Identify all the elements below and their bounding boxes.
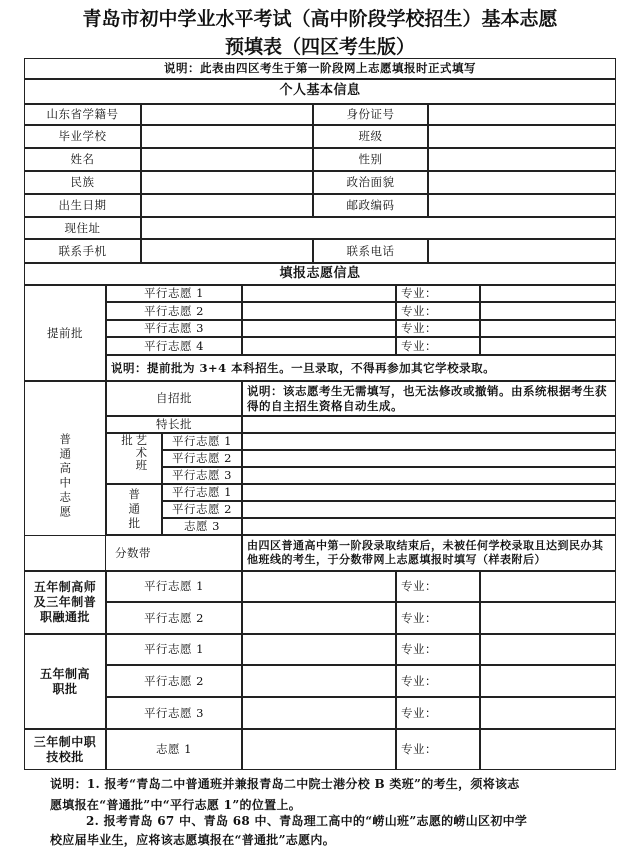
early-wish-4-major-label: 专业： xyxy=(396,337,480,355)
name-field[interactable] xyxy=(141,148,313,171)
arts-batch-label: 艺术班批 xyxy=(106,433,162,484)
early-wish-3-major-label: 专业： xyxy=(396,320,480,337)
early-wish-3-label: 平行志愿 3 xyxy=(106,320,242,337)
footer-note-2b: 校应届毕业生，应将该志愿填报在“普通批”志愿内。 xyxy=(50,833,336,847)
three-year-tech-batch-label: 三年制中职技校批 xyxy=(24,729,106,770)
teacher-wish-1-major-field[interactable] xyxy=(480,571,616,602)
tech-wish-1-field[interactable] xyxy=(242,729,396,770)
footer-note-1a: 说明：1. 报考“青岛二中普通班并兼报青岛二中院士港分校 B 类班”的考生，须将该志 xyxy=(50,777,520,791)
section-wish-info: 填报志愿信息 xyxy=(24,263,616,285)
phone-label: 联系电话 xyxy=(313,239,428,263)
early-wish-4-label: 平行志愿 4 xyxy=(106,337,242,355)
class-label: 班级 xyxy=(313,125,428,148)
footer-note-2a: 2. 报考青岛 67 中、青岛 68 中、青岛理工高中的“崂山班”志愿的崂山区初中学 xyxy=(86,814,528,828)
normal-batch-label: 普通批 xyxy=(106,484,162,535)
address-label: 现住址 xyxy=(24,217,141,239)
gender-field[interactable] xyxy=(428,148,616,171)
early-wish-3-field[interactable] xyxy=(242,320,396,337)
early-wish-1-label: 平行志愿 1 xyxy=(106,285,242,302)
tech-wish-1-label: 志愿 1 xyxy=(106,729,242,770)
tech-wish-1-major-label: 专业： xyxy=(396,729,480,770)
vocational-wish-1-major-label: 专业： xyxy=(396,634,480,665)
ethnicity-field[interactable] xyxy=(141,171,313,194)
early-wish-2-major-label: 专业： xyxy=(396,302,480,320)
tech-wish-1-major-field[interactable] xyxy=(480,729,616,770)
vocational-wish-3-major-label: 专业： xyxy=(396,697,480,729)
teacher-wish-1-major-label: 专业： xyxy=(396,571,480,602)
early-wish-1-major-label: 专业： xyxy=(396,285,480,302)
teacher-wish-2-field[interactable] xyxy=(242,602,396,634)
arts-wish-3-label: 平行志愿 3 xyxy=(162,467,242,484)
postcode-field[interactable] xyxy=(428,194,616,217)
early-wish-2-major-field[interactable] xyxy=(480,302,616,320)
application-form xyxy=(24,58,616,770)
birth-date-label: 出生日期 xyxy=(24,194,141,217)
address-field[interactable] xyxy=(141,217,616,239)
form-title-line1: 青岛市初中学业水平考试（高中阶段学校招生）基本志愿 xyxy=(82,8,558,30)
arts-wish-2-label: 平行志愿 2 xyxy=(162,450,242,467)
early-wish-2-field[interactable] xyxy=(242,302,396,320)
class-field[interactable] xyxy=(428,125,616,148)
score-band-note: 由四区普通高中第一阶段录取结束后，未被任何学校录取且达到民办其他班线的考生，于分数带网上志愿填报时填写（样表附后） xyxy=(242,535,616,571)
normal-wish-1-field[interactable] xyxy=(242,484,616,501)
normal-wish-3-field[interactable] xyxy=(242,518,616,535)
id-number-label: 身份证号 xyxy=(313,104,428,125)
postcode-label: 邮政编码 xyxy=(313,194,428,217)
vocational-wish-2-major-label: 专业： xyxy=(396,665,480,697)
early-wish-4-field[interactable] xyxy=(242,337,396,355)
student-id-field[interactable] xyxy=(141,104,313,125)
teacher-wish-1-field[interactable] xyxy=(242,571,396,602)
mobile-label: 联系手机 xyxy=(24,239,141,263)
normal-wish-1-label: 平行志愿 1 xyxy=(162,484,242,501)
self-recruit-note: 说明：该志愿考生无需填写，也无法修改或撤销。由系统根据考生获得的自主招生资格自动生成。 xyxy=(242,381,616,416)
early-wish-3-major-field[interactable] xyxy=(480,320,616,337)
arts-wish-1-label: 平行志愿 1 xyxy=(162,433,242,450)
politics-field[interactable] xyxy=(428,171,616,194)
five-year-vocational-batch-label: 五年制高职批 xyxy=(24,634,106,729)
early-wish-4-major-field[interactable] xyxy=(480,337,616,355)
vocational-wish-1-label: 平行志愿 1 xyxy=(106,634,242,665)
vocational-wish-3-major-field[interactable] xyxy=(480,697,616,729)
arts-wish-1-field[interactable] xyxy=(242,433,616,450)
ethnicity-label: 民族 xyxy=(24,171,141,194)
gender-label: 性别 xyxy=(313,148,428,171)
form-title-line2: 预填表（四区考生版） xyxy=(224,36,415,58)
early-wish-2-label: 平行志愿 2 xyxy=(106,302,242,320)
early-batch-note: 说明：提前批为 3+4 本科招生。一旦录取，不得再参加其它学校录取。 xyxy=(106,355,616,381)
school-field[interactable] xyxy=(141,125,313,148)
regular-high-school-label: 普通高中志愿 xyxy=(24,381,106,571)
teacher-wish-2-label: 平行志愿 2 xyxy=(106,602,242,634)
birth-date-field[interactable] xyxy=(141,194,313,217)
score-band-label: 分数带 xyxy=(24,535,242,571)
normal-wish-3-label: 志愿 3 xyxy=(162,518,242,535)
specialty-batch-label: 特长批 xyxy=(106,416,242,433)
footer-note-1b: 愿填报在“普通批”中“平行志愿 1”的位置上。 xyxy=(50,798,302,812)
arts-wish-3-field[interactable] xyxy=(242,467,616,484)
teacher-wish-1-label: 平行志愿 1 xyxy=(106,571,242,602)
phone-field[interactable] xyxy=(428,239,616,263)
teacher-wish-2-major-field[interactable] xyxy=(480,602,616,634)
vocational-wish-2-label: 平行志愿 2 xyxy=(106,665,242,697)
arts-wish-2-field[interactable] xyxy=(242,450,616,467)
id-number-field[interactable] xyxy=(428,104,616,125)
mobile-field[interactable] xyxy=(141,239,313,263)
early-wish-1-major-field[interactable] xyxy=(480,285,616,302)
vocational-wish-3-field[interactable] xyxy=(242,697,396,729)
early-batch-label: 提前批 xyxy=(24,285,106,381)
vocational-wish-2-field[interactable] xyxy=(242,665,396,697)
vocational-wish-2-major-field[interactable] xyxy=(480,665,616,697)
student-id-label: 山东省学籍号 xyxy=(24,104,141,125)
normal-wish-2-field[interactable] xyxy=(242,501,616,518)
early-wish-1-field[interactable] xyxy=(242,285,396,302)
self-recruit-batch-label: 自招批 xyxy=(106,381,242,416)
normal-wish-2-label: 平行志愿 2 xyxy=(162,501,242,518)
section-personal-info: 个人基本信息 xyxy=(24,79,616,104)
specialty-batch-field[interactable] xyxy=(242,416,616,433)
vocational-wish-1-field[interactable] xyxy=(242,634,396,665)
five-year-teacher-batch-label: 五年制高师及三年制普职融通批 xyxy=(24,571,106,634)
vocational-wish-3-label: 平行志愿 3 xyxy=(106,697,242,729)
form-notice: 说明：此表由四区考生于第一阶段网上志愿填报时正式填写 xyxy=(24,58,616,79)
politics-label: 政治面貌 xyxy=(313,171,428,194)
teacher-wish-2-major-label: 专业： xyxy=(396,602,480,634)
vocational-wish-1-major-field[interactable] xyxy=(480,634,616,665)
school-label: 毕业学校 xyxy=(24,125,141,148)
name-label: 姓名 xyxy=(24,148,141,171)
